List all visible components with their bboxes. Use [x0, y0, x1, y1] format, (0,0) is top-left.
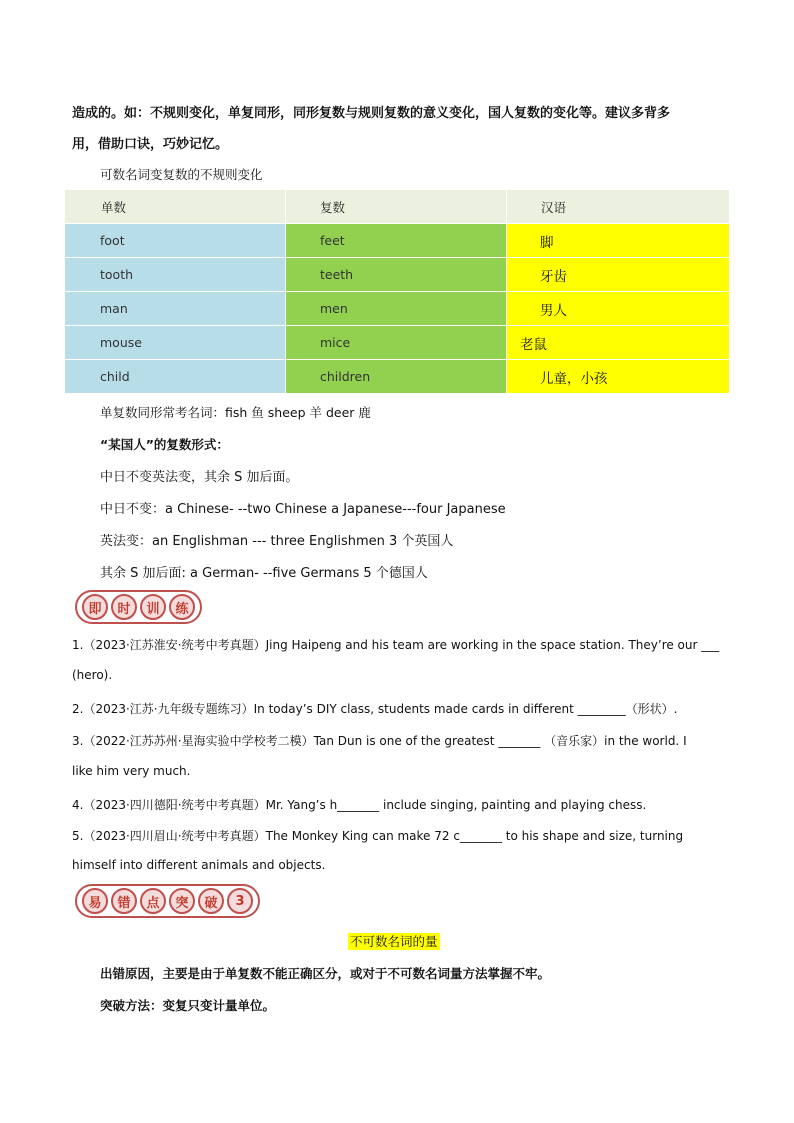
badge-char: 3 — [227, 888, 253, 914]
table-row — [65, 326, 730, 360]
table-caption: 可数名词变复数的不规则变化 — [100, 167, 263, 182]
error-reason: 出错原因，主要是由于单复数不能正确区分，或对于不可数名词量方法掌握不牢。 — [100, 966, 551, 981]
intro-line-2: 用，借助口诀，巧妙记忆。 — [72, 137, 229, 152]
singular-cell: child — [65, 360, 286, 394]
chinese-cell: 老鼠 — [507, 326, 730, 360]
plural-cell: children — [286, 360, 507, 394]
badge-char: 破 — [198, 888, 224, 914]
chinese-cell: 儿童，小孩 — [507, 360, 730, 394]
table-row — [65, 224, 730, 258]
singular-cell: foot — [65, 224, 286, 258]
chinese-cell: 男人 — [507, 292, 730, 326]
exercise-2: 2.（2023·江苏·九年级专题练习）In today’s DIY class, students made cards in different ________（形状）. — [72, 702, 678, 716]
badge-char: 点 — [140, 888, 166, 914]
exercise-1-line-2: (hero). — [72, 668, 113, 682]
nationality-example-1: 中日不变：a Chinese- --two Chinese a Japanese---four Japanese — [100, 502, 506, 517]
singular-cell: tooth — [65, 258, 286, 292]
table-row — [65, 360, 730, 394]
table-row — [65, 258, 730, 292]
chinese-cell: 牙齿 — [507, 258, 730, 292]
badge-char: 即 — [82, 594, 108, 620]
badge-char: 训 — [140, 594, 166, 620]
exercise-5-line-1: 5.（2023·四川眉山·统考中考真题）The Monkey King can make 72 c_______ to his shape and size, turning — [72, 829, 684, 843]
nationality-example-3: 其余 S 加后面: a German- --five Germans 5 个德国人 — [100, 566, 428, 581]
exercise-3-line-1: 3.（2022·江苏苏州·星海实验中学校考二模）Tan Dun is one of the greatest _______ （音乐家）in the world. I — [72, 734, 687, 748]
error-point-badge — [75, 884, 260, 918]
plural-cell: teeth — [286, 258, 507, 292]
header-singular: 单数 — [65, 190, 286, 224]
error-point-badge-pill — [75, 884, 260, 918]
header-plural: 复数 — [286, 190, 507, 224]
nationality-example-2: 英法变：an Englishman --- three Englishmen 3 个英国人 — [100, 534, 454, 549]
singular-cell: mouse — [65, 326, 286, 360]
fix-method: 突破方法：变复只变计量单位。 — [100, 998, 276, 1013]
same-form-note: 单复数同形常考名词：fish 鱼 sheep 羊 deer 鹿 — [100, 405, 371, 420]
exercise-4: 4.（2023·四川德阳·统考中考真题）Mr. Yang’s h_______ include singing, painting and playing chess. — [72, 798, 647, 812]
badge-char: 练 — [169, 594, 195, 620]
plural-cell: men — [286, 292, 507, 326]
badge-char: 易 — [82, 888, 108, 914]
practice-badge — [75, 590, 202, 624]
plural-cell: mice — [286, 326, 507, 360]
exercise-5-line-2: himself into different animals and objects. — [72, 858, 326, 872]
section-title-text: 不可数名词的量 — [350, 934, 438, 949]
singular-cell: man — [65, 292, 286, 326]
exercise-1-line-1: 1.（2023·江苏淮安·统考中考真题）Jing Haipeng and his team are working in the space station. They’re our ___ — [72, 638, 720, 652]
table-row — [65, 292, 730, 326]
badge-char: 突 — [169, 888, 195, 914]
badge-char: 错 — [111, 888, 137, 914]
practice-badge-pill — [75, 590, 202, 624]
nationality-title: “某国人”的复数形式： — [100, 437, 229, 452]
section-title — [348, 932, 440, 950]
nationality-rule: 中日不变英法变，其余 S 加后面。 — [100, 470, 299, 485]
intro-line-1: 造成的。如：不规则变化，单复同形，同形复数与规则复数的意义变化，国人复数的变化等。建议多背多 — [72, 106, 671, 121]
chinese-cell: 脚 — [507, 224, 730, 258]
badge-char: 时 — [111, 594, 137, 620]
irregular-plural-table — [64, 189, 730, 394]
table-header-row — [65, 190, 730, 224]
plural-cell: feet — [286, 224, 507, 258]
header-chinese: 汉语 — [507, 190, 730, 224]
exercise-3-line-2: like him very much. — [72, 764, 191, 778]
